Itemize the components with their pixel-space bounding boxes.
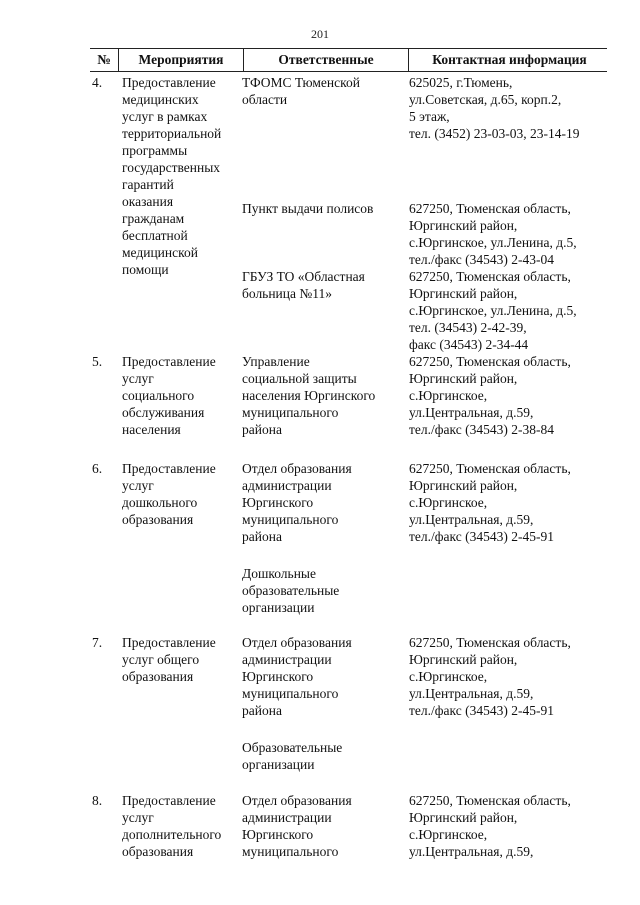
- contact-entry: 627250, Тюменская область, Юргинский район, с.Юргинское, ул.Центральная, д.59, тел./факс (34543) 2-38-84: [409, 354, 571, 437]
- row-responsible: [242, 634, 406, 774]
- responsible-entry: Пункт выдачи полисов: [242, 201, 374, 216]
- contact-entry: 627250, Тюменская область, Юргинский район, с.Юргинское, ул.Центральная, д.59, тел./факс (34543) 2-45-91: [409, 461, 571, 544]
- row-event: Предоставление услуг дошкольного образования: [122, 461, 216, 527]
- contact-entry: 625025, г.Тюмень, ул.Советская, д.65, корп.2, 5 этаж, тел. (3452) 23-03-03, 23-14-19: [409, 75, 580, 141]
- responsible-entry: Образовательные организации: [242, 740, 343, 772]
- row-responsible: [242, 792, 406, 882]
- responsible-entry: Управление социальной защиты населения Юргинского муниципального района: [242, 354, 376, 437]
- row-responsible: [242, 460, 406, 620]
- contact-entry: 627250, Тюменская область, Юргинский район, с.Юргинское, ул.Ленина, д.5, тел./факс (34543) 2-43-04: [409, 201, 577, 267]
- responsible-entry: Отдел образования администрации Юргинского муниципального района: [242, 461, 352, 544]
- row-contact: [406, 460, 607, 620]
- table-row: [90, 353, 607, 443]
- row-contact: [406, 792, 607, 882]
- row-num: 7.: [92, 635, 103, 650]
- row-contact: [406, 634, 607, 774]
- header-contact: Контактная информация: [432, 52, 587, 67]
- services-table: [90, 48, 607, 859]
- row-event: Предоставление услуг социального обслуживания населения: [122, 354, 216, 437]
- table-row: [90, 634, 607, 774]
- table-row: [90, 74, 607, 374]
- header-responsible: Ответственные: [244, 49, 409, 71]
- contact-entry: 627250, Тюменская область, Юргинский район, с.Юргинское, ул.Центральная, д.59, тел./факс (34543) 2-45-91: [409, 635, 571, 718]
- row-responsible: [242, 74, 406, 374]
- responsible-entry: Отдел образования администрации Юргинского муниципального: [242, 793, 352, 859]
- row-contact: [406, 353, 607, 443]
- table-row: [90, 460, 607, 620]
- header-event: Мероприятия: [119, 49, 244, 71]
- row-event: Предоставление медицинских услуг в рамках территориальной программы государственных гарантий оказания гражданам бесплатной медицинской помощи: [122, 75, 222, 277]
- row-event: Предоставление услуг дополнительного образования: [122, 793, 222, 859]
- row-responsible: [242, 353, 406, 443]
- row-event: Предоставление услуг общего образования: [122, 635, 216, 684]
- responsible-entry: Дошкольные образовательные организации: [242, 566, 340, 615]
- row-contact: [406, 74, 607, 374]
- page-number: 201: [311, 27, 329, 41]
- contact-entry: 627250, Тюменская область, Юргинский район, с.Юргинское, ул.Ленина, д.5, тел. (34543) 2-42-39, факс (34543) 2-34-44: [409, 269, 577, 352]
- responsible-entry: ТФОМС Тюменской области: [242, 75, 360, 107]
- contact-entry: 627250, Тюменская область, Юргинский район, с.Юргинское, ул.Центральная, д.59,: [409, 793, 571, 859]
- row-num: 8.: [92, 793, 103, 808]
- responsible-entry: ГБУЗ ТО «Областная больница №11»: [242, 269, 365, 301]
- row-num: 6.: [92, 461, 103, 476]
- header-num: №: [90, 49, 119, 71]
- responsible-entry: Отдел образования администрации Юргинского муниципального района: [242, 635, 352, 718]
- row-num: 5.: [92, 354, 103, 369]
- table-header: [90, 48, 607, 72]
- row-num: 4.: [92, 75, 103, 90]
- table-row: [90, 792, 607, 882]
